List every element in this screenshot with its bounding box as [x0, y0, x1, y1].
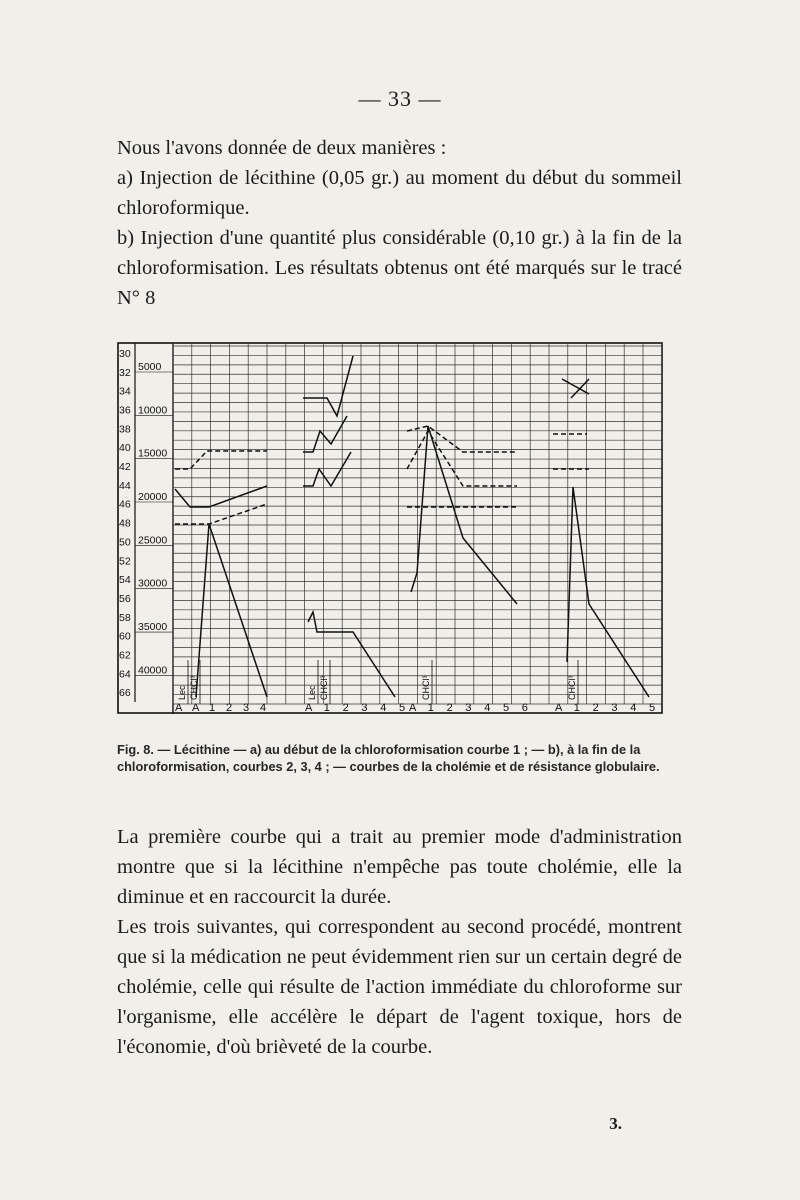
left-tick-label: 58 [119, 611, 131, 624]
left-tick-label: 44 [119, 479, 131, 492]
left-tick-label: 48 [119, 517, 131, 530]
left-tick-label: 38 [119, 423, 131, 436]
right-tick-label: 20000 [138, 491, 168, 504]
x-tick-label: A [409, 702, 417, 714]
paragraph-1: La première courbe qui a trait au premier mode d'administration montre que si la lécithine n'empêche pas toute cholémie, elle la diminue et en raccourcit la durée. [117, 826, 682, 908]
intro-text [117, 133, 682, 313]
x-tick-label: 4 [380, 702, 387, 714]
right-tick-label: 5000 [138, 361, 162, 373]
left-tick-label: 50 [119, 536, 131, 549]
item-a: a) Injection de lécithine (0,05 gr.) au moment du début du sommeil chloroformique. [117, 167, 682, 219]
left-tick-label: 42 [119, 461, 131, 474]
curve-line [567, 487, 649, 697]
curve-line [175, 451, 267, 469]
curve-line [175, 504, 267, 524]
figure-caption: Fig. 8. — Lécithine — a) au début de la chloroformisation courbe 1 ; — b), à la fin de la chloroformisation, courbes 2, 3, 4 ; — courbes de la cholémie et de résistance globulaire. [117, 742, 660, 774]
x-tick-label: 3 [361, 702, 368, 714]
curve-line [562, 379, 589, 398]
right-tick-label: 25000 [138, 534, 168, 547]
intro-line: Nous l'avons donnée de deux manières : [117, 137, 447, 159]
x-tick-label: 4 [630, 702, 637, 714]
x-tick-label: 4 [484, 702, 491, 714]
left-tick-label: 34 [119, 385, 131, 398]
left-tick-label: 52 [119, 555, 131, 568]
curve-line [303, 452, 351, 486]
x-tick-label: 5 [649, 702, 656, 714]
left-tick-label: 30 [119, 348, 131, 360]
marker-label: CHCl³ [567, 675, 577, 700]
x-tick-label: 3 [611, 702, 618, 714]
marker-label: Lec [177, 685, 187, 700]
x-tick-label: 1 [209, 702, 216, 714]
x-tick-label: 5 [399, 702, 406, 714]
marker-label: Lec [307, 685, 317, 700]
left-tick-label: 64 [119, 668, 131, 681]
x-tick-label: 1 [427, 702, 434, 714]
x-tick-label: 2 [342, 702, 349, 714]
right-tick-label: 30000 [138, 577, 168, 590]
x-tick-label: A [175, 702, 183, 714]
page-number: — 33 — [358, 86, 442, 111]
x-tick-label: 2 [446, 702, 453, 714]
x-tick-label: 3 [243, 702, 250, 714]
left-tick-label: 54 [119, 574, 131, 587]
left-tick-label: 66 [119, 687, 131, 700]
x-tick-label: 2 [592, 702, 599, 714]
right-tick-label: 15000 [138, 447, 168, 460]
x-tick-label: 4 [260, 702, 267, 714]
x-tick-label: 1 [573, 702, 580, 714]
x-tick-label: 5 [503, 702, 510, 714]
marker-label: CHCl³ [421, 675, 431, 700]
body-text [117, 822, 682, 1062]
item-b: b) Injection d'une quantité plus considérable (0,10 gr.) à la fin de la chloroformisation. Les résultats obtenus ont été marqués sur le tracé N° 8 [117, 227, 682, 309]
x-tick-label: A [555, 702, 563, 714]
right-tick-label: 35000 [138, 621, 168, 634]
curve-line [196, 524, 267, 697]
signature-mark: 3. [609, 1114, 622, 1133]
right-tick-label: 10000 [138, 404, 168, 417]
left-tick-label: 56 [119, 592, 131, 605]
left-tick-label: 46 [119, 498, 131, 511]
cholemie-chart [117, 342, 665, 716]
marker-label: CHCl³ [189, 675, 199, 700]
x-tick-label: A [305, 702, 313, 714]
left-tick-label: 32 [119, 366, 131, 379]
paragraph-2: Les trois suivantes, qui correspondent au second procédé, montrent que si la médication ne peut évidemment rien sur un certain degré de cholémie, celle qui résulte de l'action immédiate du chloroforme sur l'organisme, elle accélère le départ de l'agent toxique, hors de l'économie, d'où brièveté de la courbe. [117, 916, 682, 1058]
marker-label: CHCl³ [319, 675, 329, 700]
figure-8 [117, 342, 665, 716]
x-tick-label: 2 [226, 702, 233, 714]
x-tick-label: 1 [323, 702, 330, 714]
right-tick-label: 40000 [138, 664, 168, 677]
x-tick-label: 6 [521, 702, 528, 714]
left-tick-label: 62 [119, 649, 131, 662]
left-tick-label: 36 [119, 404, 131, 417]
left-tick-label: 40 [119, 442, 131, 455]
x-tick-label: 3 [465, 702, 472, 714]
x-tick-label: A [192, 702, 200, 714]
left-tick-label: 60 [119, 630, 131, 643]
